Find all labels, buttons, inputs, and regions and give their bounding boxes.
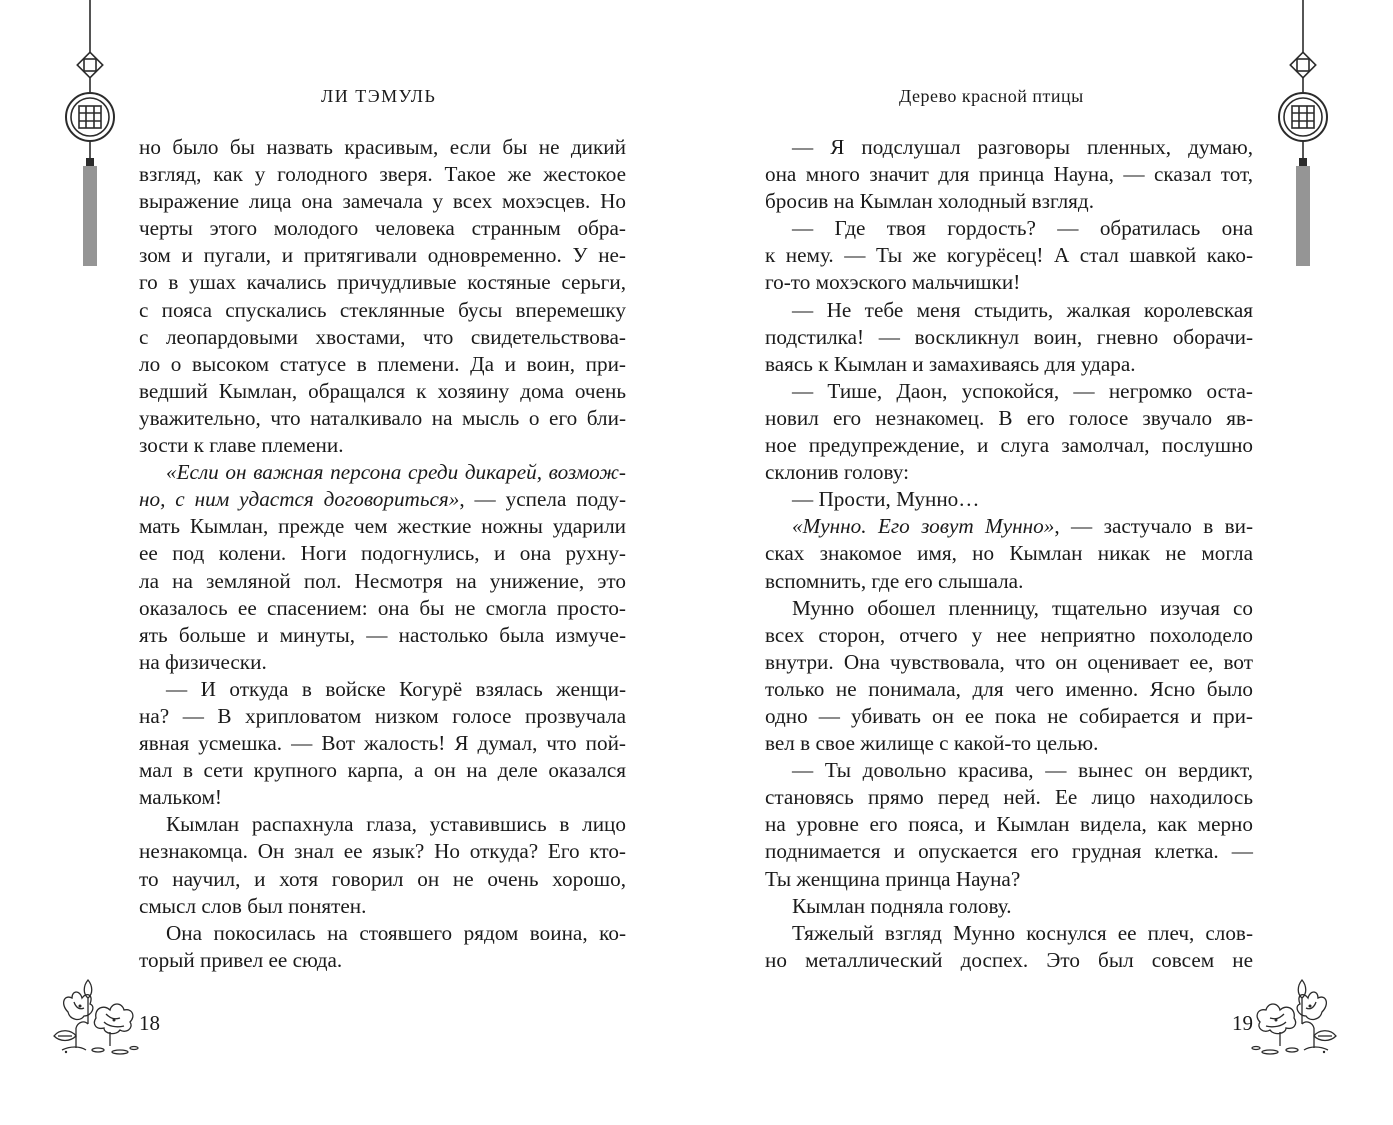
text-line: уважительно, что наталкивало на мысль о его бли- — [139, 405, 626, 430]
text-line: ное предупреждение, и слуга замолчал, послушно — [765, 433, 1253, 458]
page-number: 18 — [139, 1011, 160, 1035]
text-line: — Где твоя гордость? — обратилась она — [792, 216, 1253, 241]
text-line: — Я подслушал разговоры пленных, думаю, — [792, 135, 1253, 159]
running-head-title: Дерево красной птицы — [899, 86, 1084, 106]
tassel-knot-ornament-icon — [1273, 0, 1333, 275]
page-number: 19 — [1232, 1011, 1253, 1035]
text-line: явная усмешка. — Вот жалость! Я думал, что пой- — [139, 731, 626, 756]
text-line: на уровне его пояса, и Кымлан видела, как мерно — [765, 812, 1253, 837]
lotus-ornament-icon — [1250, 972, 1340, 1063]
text-line: — Тише, Даон, успокойся, — негромко оста- — [792, 378, 1253, 403]
text-line: мал в сети крупного карпа, а он на деле оказался — [139, 758, 626, 783]
text-line: с леопардовыми хвостами, что свидетельствова- — [139, 324, 626, 349]
text-line: но металлический доспех. Это был совсем не — [765, 947, 1253, 972]
text-line: новил его незнакомец. В его голосе звучало яв- — [765, 405, 1253, 430]
text-line: становясь прямо перед ней. Ее лицо находилось — [765, 785, 1253, 810]
text-line: — Прости, Мунно… — [792, 487, 980, 512]
text-line: смысл слов был понятен. — [139, 893, 367, 918]
text-line: мать Кымлан, прежде чем жесткие ножны ударили — [139, 514, 626, 539]
text-line-mixed — [139, 486, 626, 513]
left-page — [0, 0, 696, 1125]
text-line: ведший Кымлан, обращался к хозяину дома очень — [139, 378, 626, 403]
right-page — [696, 0, 1393, 1125]
text-line: всех сторон, отчего у нее неприятно похолодело — [765, 622, 1253, 647]
text-line: ять больше и минуты, — настолько была измуче- — [139, 622, 626, 647]
text-line: то научил, и хотя говорил он не очень хорошо, — [139, 866, 626, 891]
text-line: ла на земляной пол. Несмотря на унижение, это — [139, 568, 626, 593]
text-line: оказалось ее спасением: она бы не смогла просто- — [139, 595, 626, 620]
text-line: — Не тебе меня стыдить, жалкая королевская — [792, 297, 1253, 322]
text-line: торый привел ее сюда. — [139, 947, 343, 972]
text-line: подстилка! — воскликнул воин, гневно оборачи- — [765, 324, 1253, 349]
text-line: зости к главе племени. — [139, 433, 344, 458]
text-line: мальком! — [139, 785, 222, 810]
text-line: склонив голову: — [765, 460, 909, 485]
text-fragment: , — застучало в ви- — [1054, 514, 1253, 539]
lotus-ornament-icon — [50, 972, 140, 1063]
text-line: только не понимала, для чего именно. Ясно было — [765, 676, 1253, 701]
text-line: Тяжелый взгляд Мунно коснулся ее плеч, слов- — [792, 920, 1253, 945]
italic-fragment: но, с ним удастся договориться» — [139, 487, 460, 512]
text-line: но было бы назвать красивым, если бы не дикий — [139, 135, 626, 159]
text-line: Мунно обошел пленницу, тщательно изучая со — [792, 595, 1253, 620]
text-line: взгляд, как у голодного зверя. Такое же жестокое — [139, 162, 626, 187]
text-line: черты этого молодого человека странным обра- — [139, 216, 626, 241]
text-line: на? — В хрипловатом низком голосе прозвучала — [139, 703, 626, 728]
text-line: бросив на Кымлан холодный взгляд. — [765, 189, 1094, 214]
text-line: «Если он важная персона среди дикарей, возмож- — [166, 460, 626, 485]
text-line: одно — убивать он ее пока не собирается и при- — [765, 703, 1253, 728]
left-body-text — [139, 134, 626, 974]
text-line: к нему. — Ты же когурёсец! А стал шавкой како- — [765, 243, 1253, 268]
running-head-author: ЛИ ТЭМУЛЬ — [321, 86, 437, 106]
text-line: ло о высоком статусе в племени. Да и воин, при- — [139, 351, 626, 376]
text-line: Ты женщина принца Науна? — [765, 866, 1021, 891]
text-line: вспомнить, где его слышала. — [765, 568, 1024, 593]
text-line: — И откуда в войске Когурё взялась женщи- — [166, 676, 626, 701]
text-line: вел в свое жилище с какой-то целью. — [765, 731, 1099, 756]
italic-fragment: «Мунно. Его зовут Мунно» — [792, 514, 1055, 539]
text-line: Она покосилась на стоявшего рядом воина, ко- — [166, 920, 626, 945]
text-line: Кымлан распахнула глаза, уставившись в лицо — [166, 812, 626, 837]
text-line: сках знакомое имя, но Кымлан никак не могла — [765, 541, 1253, 566]
text-line: Кымлан подняла голову. — [792, 893, 1012, 918]
text-line: незнакомца. Он знал ее язык? Но откуда? Его кто- — [139, 839, 626, 864]
text-line: — Ты довольно красива, — вынес он вердикт, — [792, 758, 1253, 783]
tassel-knot-ornament-icon — [60, 0, 120, 275]
text-line: с пояса спускались стеклянные бусы вперемешку — [139, 297, 626, 322]
right-body-text — [765, 134, 1253, 974]
text-line: го-то мохэского мальчишки! — [765, 270, 1021, 295]
text-line: поднимается и опускается его грудная клетка. — — [765, 839, 1253, 864]
text-line-mixed — [765, 513, 1253, 540]
text-line: выражение лица она замечала у всех мохэсцев. Но — [139, 189, 626, 214]
text-fragment: , — успела поду- — [459, 487, 626, 512]
text-line: ее под колени. Ноги подогнулись, и она рухну- — [139, 541, 626, 566]
text-line: зом и пугали, и притягивали одновременно. У не- — [139, 243, 626, 268]
text-line: она много значит для принца Науна, — сказал тот, — [765, 162, 1253, 187]
text-line: на физически. — [139, 649, 267, 674]
text-line: го в ушах качались причудливые костяные серьги, — [139, 270, 626, 295]
text-line: внутри. Она чувствовала, что он оценивает ее, вот — [765, 649, 1253, 674]
text-line: ваясь к Кымлан и замахиваясь для удара. — [765, 351, 1136, 376]
